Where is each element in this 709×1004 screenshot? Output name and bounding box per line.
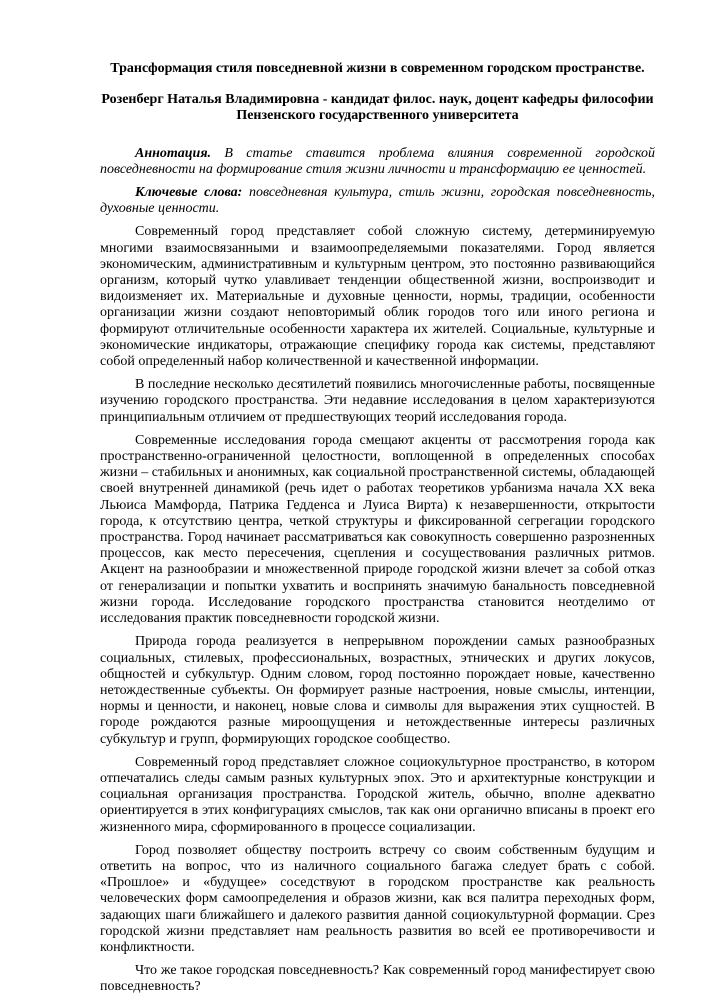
- keywords-paragraph: [100, 185, 655, 217]
- body-paragraph-4: Природа города реализуется в непрерывном порождении самых разнообразных социальных, стилевых, профессиональных, возрастных, этнических и других локусов, общностей и субкультур. Одним словом, город постоянно порождает новые, качественно нетождественные субъекты. Он формирует разные настроения, новые смыслы, интенции, нормы и ценности, и наконец, новые слова и символы для выражения этих сущностей. В городе рождаются разные мироощущения и нетождественные интересы различных субкультур и групп, формирующих городское сообщество.: [100, 634, 655, 747]
- abstract-label: Аннотация.: [135, 145, 212, 161]
- body-paragraph-1: Современный город представляет собой сложную систему, детерминируемую многими взаимосвязанными и взаимоопределяемыми показателями. Город является экономическим, административным и культурным центром, это постоянно развивающийся организм, который чутко улавливает тенденции общественной жизни, воспроизводит и видоизменяет их. Материальные и духовные ценности, нормы, традиции, особенности организации жизни создают неповторимый облик городов того или иного региона и формируют отличительные особенности характера их жителей. Социальные, культурные и экономические индикаторы, отражающие специфику города как системы, представляют собой определенный набор количественной и качественной информации.: [100, 224, 655, 370]
- body-paragraph-7: Что же такое городская повседневность? Как современный город манифестирует свою повседневность?: [100, 963, 655, 995]
- abstract-text: В статье ставится проблема влияния современной городской повседневности на формирование стиля жизни личности и трансформацию ее ценностей.: [100, 145, 655, 177]
- body-paragraph-5: Современный город представляет сложное социокультурное пространство, в котором отпечатались следы самым разных культурных эпох. Это и архитектурные конструкции и социальная организация пространства. Городской житель, обычно, вполне адекватно ориентируется в этих конфигурациях смыслов, так как они органично вписаны в проект его жизненного мира, сформированного в процессе социализации.: [100, 754, 655, 835]
- body-paragraph-2: В последние несколько десятилетий появились многочисленные работы, посвященные изучению городского пространства. Эти недавние исследования в целом характеризуются принципиальным отличием от предшествующих теорий исследования города.: [100, 377, 655, 425]
- body-paragraph-6: Город позволяет обществу построить встречу со своим собственным будущим и ответить на вопрос, что из наличного социального багажа следует брать с собой. «Прошлое» и «будущее» соседствуют в городском пространстве как реальность человеческих форм самоопределения и образов жизни, как вся палитра переходных форм, задающих шаги ближайшего и далекого развития данной социокультурной формации. Срез городской жизни представляет нам реальность развития во всей ее противоречивости и конфликтности.: [100, 842, 655, 955]
- body-paragraph-3: Современные исследования города смещают акценты от рассмотрения города как пространственно-ограниченной целостности, воплощенной в определенных способах жизни – стабильных и анонимных, как социальной пространственной системы, обладающей своей внутренней динамикой (речь идет о работах теоретиков урбанизма начала XX века Льюиса Мамфорда, Патрика Гедденса и Луиса Вирта) к незавершенности, открытости города, к отсутствию центра, четкой структуры и фиксированной сегрегации городского пространства. Город начинает рассматриваться как совокупность совершенно разрозненных процессов, как место пересечения, сцепления и сосуществования различных ритмов. Акцент на разнообразии и множественной природе городской жизни влечет за собой отказ от генерализации и попытки ухватить и воспринять значимую банальность повседневной жизни города. Исследование городского пространства становится неотделимо от исследования практик повседневности городской жизни.: [100, 432, 655, 627]
- keywords-text: повседневная культура, стиль жизни, городская повседневность, духовные ценности.: [100, 185, 655, 217]
- author-block: [100, 92, 655, 124]
- abstract-paragraph: [100, 146, 655, 178]
- article-title: Трансформация стиля повседневной жизни в современном городском пространстве.: [110, 61, 645, 76]
- keywords-label: Ключевые слова:: [135, 185, 243, 201]
- author-line-1: Розенберг Наталья Владимировна - кандидат филос. наук, доцент кафедры философии: [101, 92, 654, 108]
- author-line-2: Пензенского государственного университета: [236, 108, 519, 124]
